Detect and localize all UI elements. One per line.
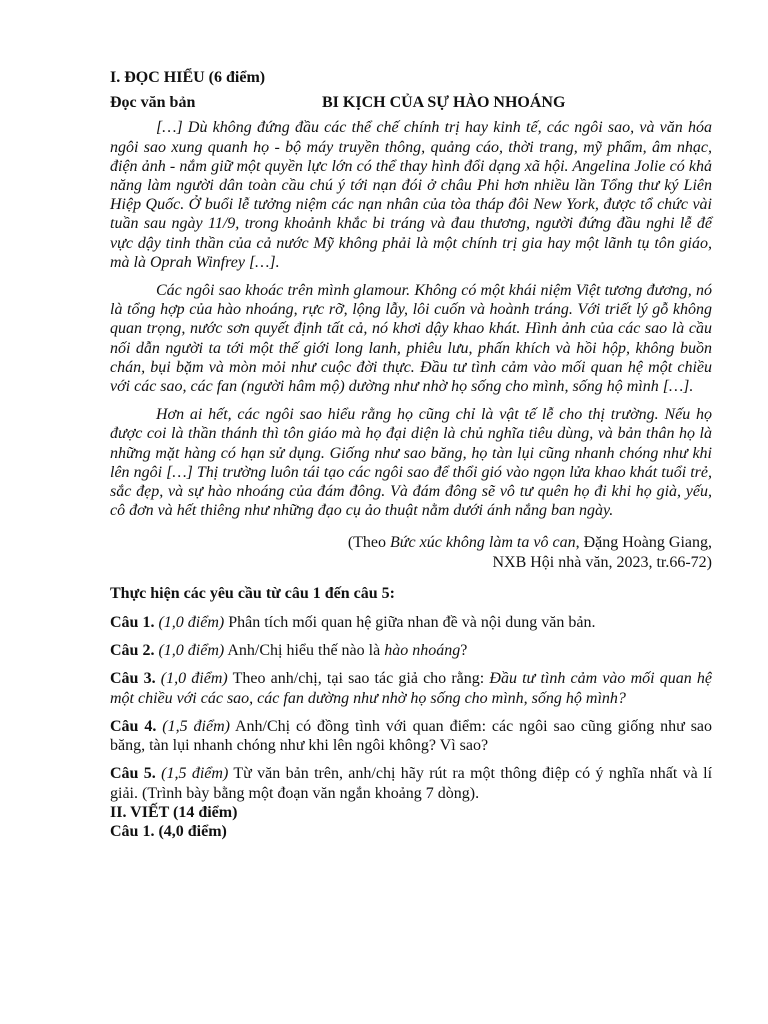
question-4-label: Câu 4. <box>110 717 157 735</box>
question-1-label: Câu 1. <box>110 614 155 632</box>
section-2-question-1: Câu 1. (4,0 điểm) <box>110 822 227 840</box>
question-3-text: Theo anh/chị, tại sao tác giả cho rằng: <box>227 670 490 688</box>
question-2-end: ? <box>460 642 468 660</box>
source-citation <box>110 533 712 571</box>
question-1-points: (1,0 điểm) <box>158 614 225 632</box>
question-3 <box>110 669 712 707</box>
question-3-label: Câu 3. <box>110 670 156 688</box>
section-1-heading: I. ĐỌC HIỂU (6 điểm) <box>110 69 266 86</box>
tasks-title: Thực hiện các yêu cầu từ câu 1 đến câu 5: <box>110 584 395 602</box>
question-2 <box>110 641 712 660</box>
question-2-points: (1,0 điểm) <box>158 642 225 660</box>
question-2-text: Anh/Chị hiểu thế nào là <box>224 642 385 660</box>
passage-paragraph-1: […] Dù không đứng đầu các thể chế chính trị hay kinh tế, các ngôi sao, và văn hóa ngôi sao xung quanh họ - bộ máy truyền thông, quảng cáo, thời trang, mỹ phẩm, âm nhạc, điện ảnh - nắm giữ một quyền lực lớn có thể thay hình đổi dạng xã hội. Angelina Jolie có khả năng làm người dân toàn cầu chú ý tới nạn đói ở châu Phi hơn nhiều lần Tổng thư ký Liên Hiệp Quốc. Ở buổi lễ tưởng niệm các nạn nhân của tòa tháp đôi New York, được tổ chức vài tuần sau ngày 11/9, trong khoảnh khắc bi tráng và đau thương, người đứng đầu nghi lễ để vực dậy tinh thần của cả nước Mỹ không phải là một chính trị gia hay một lãnh tụ tôn giáo, mà là Oprah Winfrey […]. <box>110 119 712 271</box>
question-5-text: Từ văn bản trên, anh/chị hãy rút ra một thông điệp có ý nghĩa nhất và lí giải. (Trình bày bằng một đoạn văn ngắn khoảng 7 dòng). <box>110 765 713 802</box>
reading-title-row <box>110 93 712 112</box>
question-5 <box>110 764 712 802</box>
question-3-points: (1,0 điểm) <box>160 670 228 688</box>
section-2-heading: II. VIẾT (14 điểm) <box>110 803 238 821</box>
source-publisher: NXB Hội nhà văn, 2023, tr.66-72) <box>492 553 712 571</box>
question-5-label: Câu 5. <box>110 765 156 783</box>
question-3-quote: Đầu tư tình cảm vào mối quan hệ một chiều với các sao, các fan dường như nhờ họ sống cho mình, sống hộ mình? <box>110 670 713 707</box>
question-4-points: (1,5 điểm) <box>162 717 230 735</box>
reading-label: Đọc văn bản <box>110 94 196 112</box>
question-2-term: hào nhoáng <box>384 642 461 660</box>
question-1 <box>110 613 712 632</box>
question-2-label: Câu 2. <box>110 642 155 660</box>
passage-paragraph-2: Các ngôi sao khoác trên mình glamour. Không có một khái niệm Việt tương đương, nó là tổng hợp của hào nhoáng, rực rỡ, lộng lẫy, lôi cuốn và hoành tráng. Với triết lý gỗ không quan trọng, nước sơn quyết định tất cả, nó khơi dậy khao khát. Hình ảnh của các sao là cầu nối dẫn người ta tới một thế giới long lanh, phiêu lưu, phấn khích và hồi hộp, không buồn chán, bụi bặm và mòn mỏi như cuộc đời thực. Đầu tư tình cảm vào mối quan hệ một chiều với các sao, các fan (người hâm mộ) dường như nhờ họ sống cho mình, sống hộ mình […]. <box>110 282 712 396</box>
passage-paragraph-3: Hơn ai hết, các ngôi sao hiểu rằng họ cũng chỉ là vật tế lễ cho thị trường. Nếu họ được coi là thần thánh thì tôn giáo mà họ đại diện là chủ nghĩa tiêu dùng, và bản thân họ là những mặt hàng có hạn sử dụng. Giống như sao băng, họ tàn lụi cũng nhanh chóng như khi lên ngôi […] Thị trường luôn tái tạo các ngôi sao để thổi gió vào ngọn lửa khao khát tuổi trẻ, sắc đẹp, và sự hào nhoáng của đám đông. Và đám đông sẽ vô tư quên họ đi khi họ già, yếu, cô đơn và hết thiêng như những đạo cụ ảo thuật nằm dưới ánh nắng ban ngày. <box>110 406 712 520</box>
question-4-text: Anh/Chị có đồng tình với quan điểm: các ngôi sao cũng giống như sao băng, tàn lụi nhanh chóng như khi lên ngôi không? Vì sao? <box>110 717 713 755</box>
question-1-text: Phân tích mối quan hệ giữa nhan đề và nội dung văn bản. <box>224 614 596 632</box>
source-author: , Đặng Hoàng Giang, <box>575 534 712 552</box>
source-book: Bức xúc không làm ta vô can <box>390 534 576 552</box>
question-4 <box>110 717 712 755</box>
passage-title: BI KỊCH CỦA SỰ HÀO NHOÁNG <box>322 94 566 112</box>
source-prefix: (Theo <box>347 534 391 552</box>
question-5-points: (1,5 điểm) <box>161 765 229 783</box>
